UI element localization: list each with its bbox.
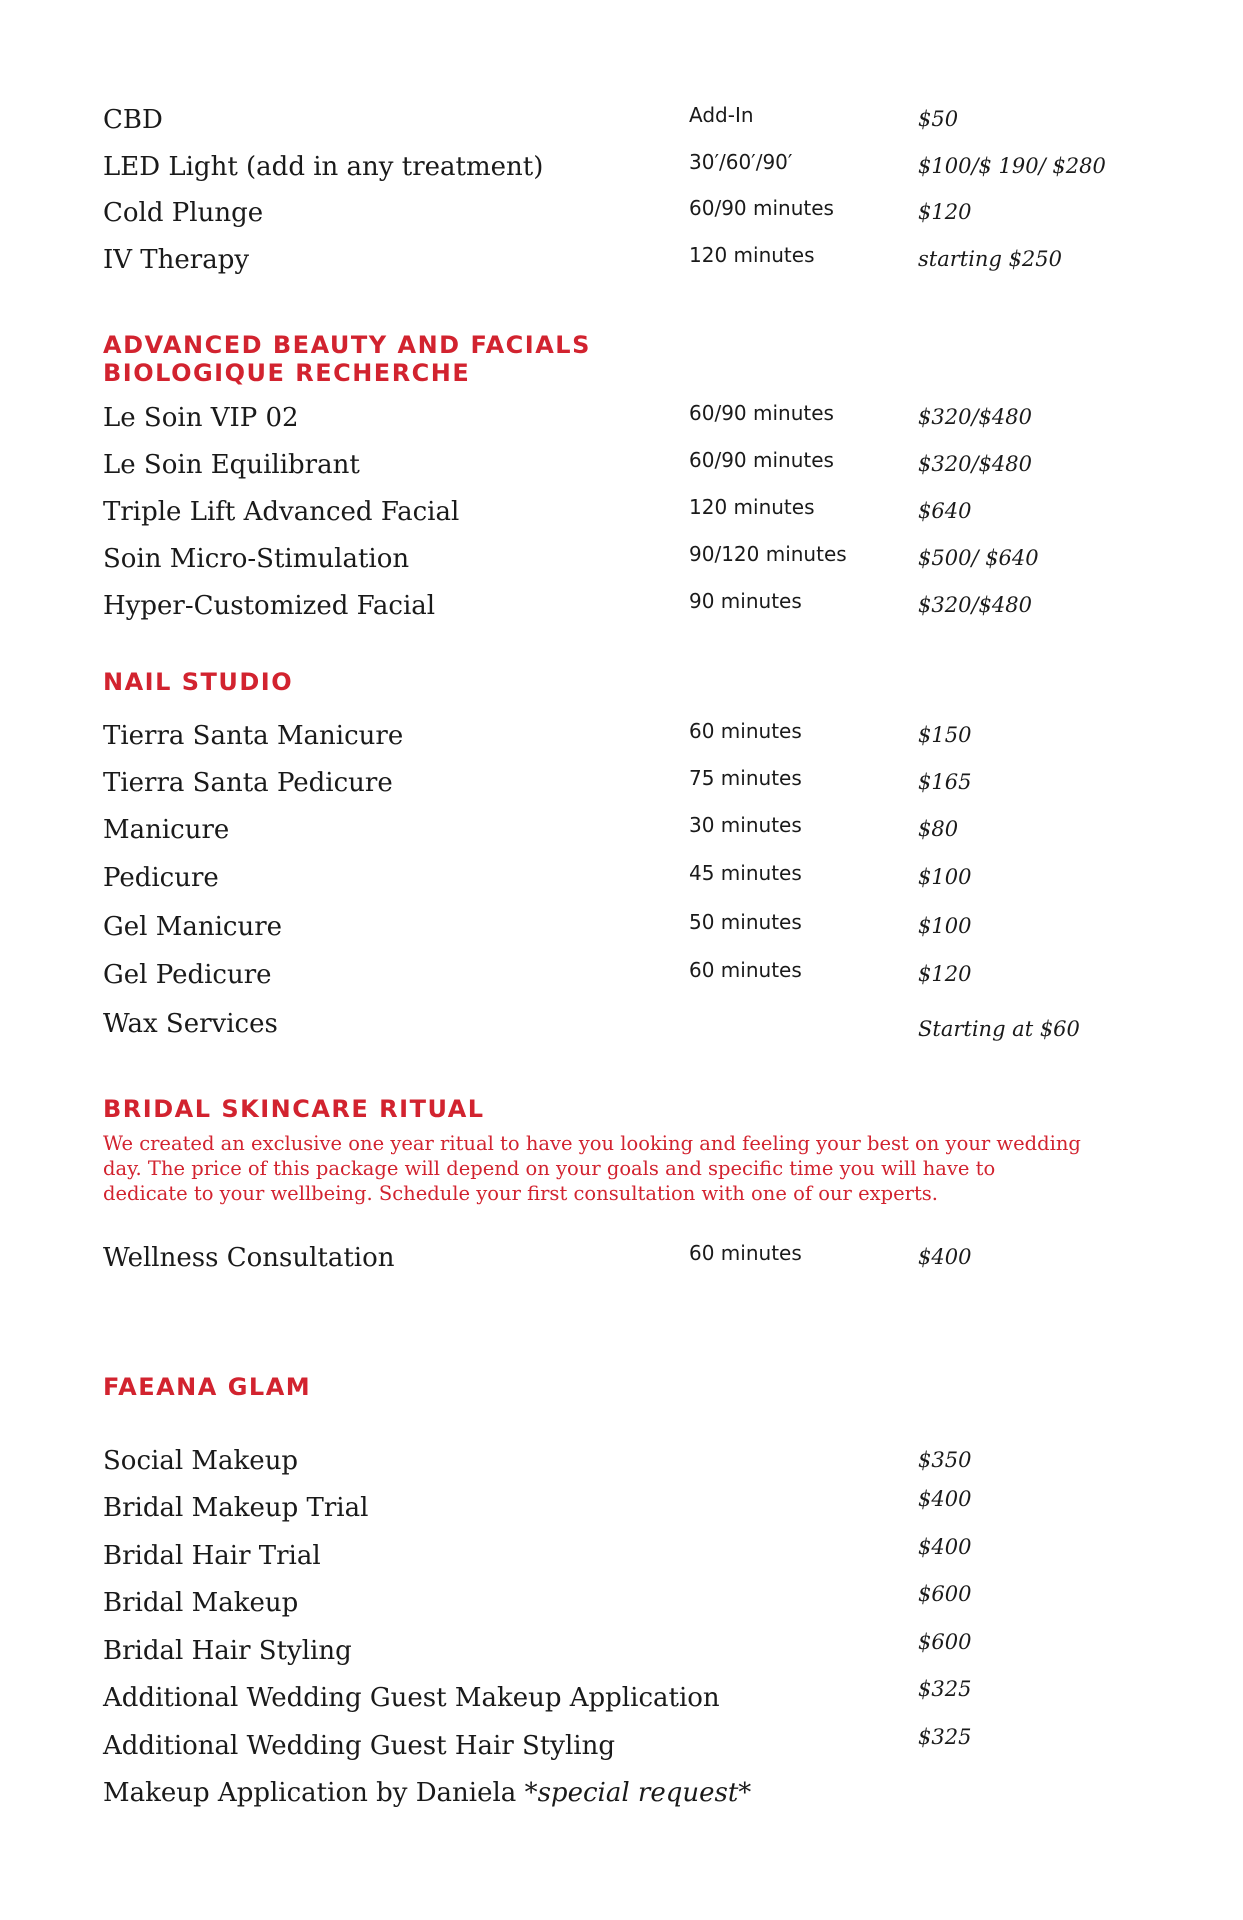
section-heading-faeana-glam: FAEANA GLAM <box>103 1373 312 1401</box>
menu-item-led-light <box>103 152 1143 192</box>
special-request-note: *special request* <box>524 1778 752 1808</box>
item-name: Additional Wedding Guest Makeup Application <box>103 1683 720 1713</box>
item-price: starting $250 <box>918 247 1063 271</box>
item-duration: 30′/60′/90′ <box>689 150 793 174</box>
item-name: Pedicure <box>103 863 219 893</box>
item-name: Bridal Makeup Trial <box>103 1493 369 1523</box>
item-name: Gel Manicure <box>103 912 283 942</box>
item-name: Additional Wedding Guest Hair Styling <box>103 1731 615 1761</box>
menu-item-bridal-makeup <box>103 1582 1143 1628</box>
item-name: Bridal Hair Trial <box>103 1541 321 1571</box>
item-price: $100 <box>918 865 972 889</box>
item-duration: 90 minutes <box>689 589 802 613</box>
item-duration: 60 minutes <box>689 1241 802 1265</box>
item-duration: 120 minutes <box>689 495 815 519</box>
description-line: dedicate to your wellbeing. Schedule your first consultation with one of our experts. <box>103 1182 938 1205</box>
menu-item-gel-manicure <box>103 912 1143 952</box>
menu-item-cold-plunge <box>103 198 1143 238</box>
item-name: Hyper-Customized Facial <box>103 591 436 621</box>
item-name <box>103 1778 751 1808</box>
item-duration: 75 minutes <box>689 766 802 790</box>
menu-item-triple-lift <box>103 497 1143 537</box>
item-duration: 90/120 minutes <box>689 542 847 566</box>
item-name: Le Soin Equilibrant <box>103 450 360 480</box>
item-duration: 60/90 minutes <box>689 448 834 472</box>
item-price: $640 <box>918 499 972 523</box>
item-price: $120 <box>918 200 972 224</box>
menu-item-makeup-by-daniela <box>103 1778 1143 1818</box>
menu-item-social-makeup <box>103 1446 1143 1486</box>
menu-item-bridal-makeup-trial <box>103 1487 1143 1533</box>
menu-item-guest-hair-styling <box>103 1725 1143 1771</box>
item-name: Le Soin VIP 02 <box>103 403 299 433</box>
item-name: Social Makeup <box>103 1446 299 1476</box>
item-name: Manicure <box>103 815 230 845</box>
menu-item-tierra-santa-pedicure <box>103 768 1143 808</box>
section-subheading-biologique-recherche: BIOLOGIQUE RECHERCHE <box>103 359 471 387</box>
item-price: $400 <box>918 1245 972 1269</box>
item-name: Bridal Hair Styling <box>103 1636 352 1666</box>
item-price: $600 <box>918 1582 972 1606</box>
item-price: $100/$ 190/ $280 <box>918 154 1106 178</box>
item-name: Tierra Santa Pedicure <box>103 768 393 798</box>
bridal-description <box>103 1131 1143 1206</box>
item-price: $400 <box>918 1535 972 1559</box>
item-price: $80 <box>918 817 959 841</box>
item-name: IV Therapy <box>103 245 250 275</box>
menu-item-tierra-santa-manicure <box>103 721 1143 761</box>
item-duration: 60 minutes <box>689 958 802 982</box>
menu-item-bridal-hair-trial <box>103 1535 1143 1581</box>
menu-item-wellness-consultation <box>103 1243 1143 1283</box>
menu-item-bridal-hair-styling <box>103 1630 1143 1676</box>
item-name: Tierra Santa Manicure <box>103 721 404 751</box>
section-heading-nail-studio: NAIL STUDIO <box>103 668 294 696</box>
item-duration: 60 minutes <box>689 719 802 743</box>
item-name: Gel Pedicure <box>103 960 272 990</box>
menu-item-soin-micro-stimulation <box>103 544 1143 584</box>
item-price: $165 <box>918 770 972 794</box>
menu-item-wax-services <box>103 1009 1143 1049</box>
menu-item-hyper-customized-facial <box>103 591 1143 631</box>
menu-item-iv-therapy <box>103 245 1143 285</box>
item-name: Soin Micro-Stimulation <box>103 544 410 574</box>
item-name: LED Light (add in any treatment) <box>103 152 544 182</box>
item-name: Cold Plunge <box>103 198 264 228</box>
menu-item-le-soin-equilibrant <box>103 450 1143 490</box>
item-price: $325 <box>918 1725 972 1749</box>
item-price: $320/$480 <box>918 452 1032 476</box>
item-duration: 45 minutes <box>689 861 802 885</box>
item-price: $600 <box>918 1630 972 1654</box>
item-price: $320/$480 <box>918 593 1032 617</box>
item-name: Bridal Makeup <box>103 1588 299 1618</box>
item-price: $120 <box>918 962 972 986</box>
item-name-text: Makeup Application by Daniela <box>103 1778 517 1808</box>
menu-item-guest-makeup <box>103 1677 1143 1723</box>
menu-item-cbd <box>103 105 1143 145</box>
description-line: We created an exclusive one year ritual to have you looking and feeling your best on your wedding <box>103 1132 1081 1155</box>
item-price: $400 <box>918 1487 972 1511</box>
menu-item-manicure <box>103 815 1143 855</box>
item-duration: 120 minutes <box>689 243 815 267</box>
menu-item-gel-pedicure <box>103 960 1143 1000</box>
item-duration: Add-In <box>689 103 754 127</box>
item-name: Triple Lift Advanced Facial <box>103 497 460 527</box>
menu-item-le-soin-vip <box>103 403 1143 443</box>
item-price: $320/$480 <box>918 405 1032 429</box>
description-line: day. The price of this package will depend on your goals and specific time you will have to <box>103 1157 996 1180</box>
item-duration: 60/90 minutes <box>689 401 834 425</box>
item-name: Wellness Consultation <box>103 1243 395 1273</box>
item-name: CBD <box>103 105 163 135</box>
item-duration: 50 minutes <box>689 910 802 934</box>
section-heading-advanced-beauty: ADVANCED BEAUTY AND FACIALS <box>103 331 591 359</box>
menu-item-pedicure <box>103 863 1143 903</box>
item-price: $500/ $640 <box>918 546 1039 570</box>
item-duration: 30 minutes <box>689 813 802 837</box>
section-heading-bridal-skincare: BRIDAL SKINCARE RITUAL <box>103 1095 485 1123</box>
item-price: $100 <box>918 914 972 938</box>
item-name: Wax Services <box>103 1009 278 1039</box>
item-price: $50 <box>918 107 959 131</box>
item-price: $150 <box>918 723 972 747</box>
item-price: $325 <box>918 1677 972 1701</box>
item-duration: 60/90 minutes <box>689 196 834 220</box>
item-price: Starting at $60 <box>918 1017 1080 1041</box>
item-price: $350 <box>918 1448 972 1472</box>
